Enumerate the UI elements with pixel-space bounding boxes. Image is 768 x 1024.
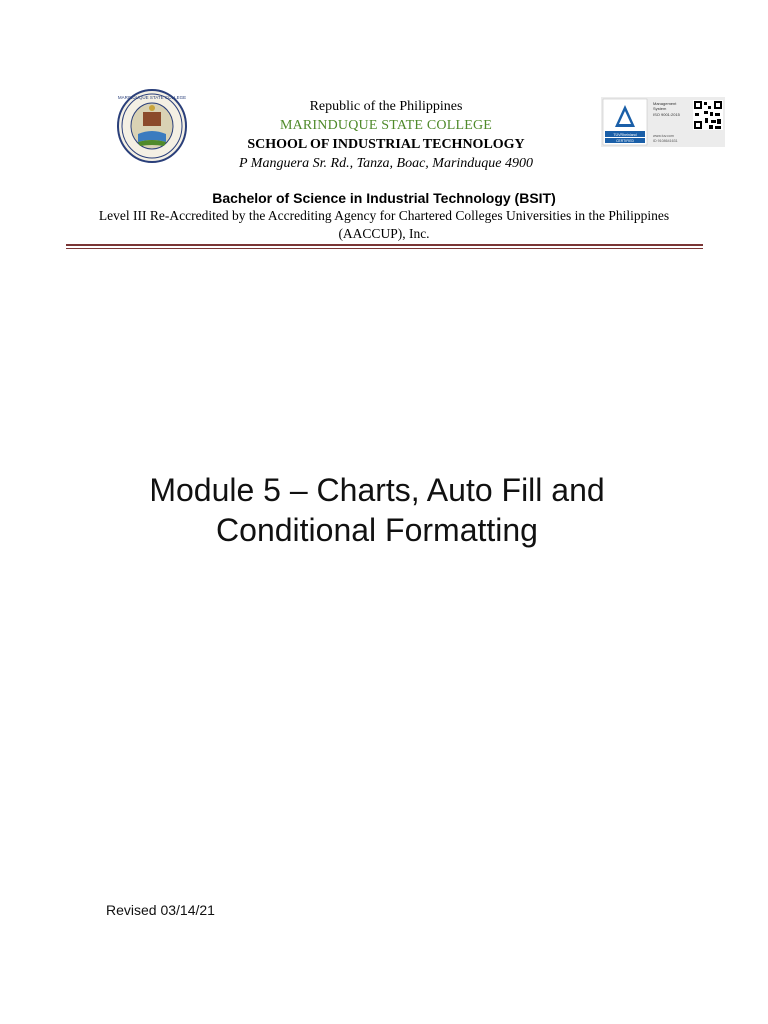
revision-date: Revised 03/14/21 [106, 902, 215, 918]
svg-text:MARINDUQUE STATE COLLEGE: MARINDUQUE STATE COLLEGE [117, 95, 187, 100]
svg-text:System: System [653, 106, 667, 111]
school-name: SCHOOL OF INDUSTRIAL TECHNOLOGY [247, 137, 525, 152]
tuv-certification-icon [601, 97, 725, 147]
qr-code-icon [693, 100, 723, 130]
svg-text:ISO 9001:2015: ISO 9001:2015 [653, 112, 680, 117]
republic-line: Republic of the Philippines [309, 99, 463, 114]
header-divider [66, 244, 703, 246]
svg-text:www.tuv.com: www.tuv.com [653, 134, 674, 138]
school-address: P Manguera Sr. Rd., Tanza, Boac, Marinduque 4900 [239, 156, 533, 171]
institution-header [186, 97, 586, 173]
accreditation-statement: Level III Re-Accredited by the Accrediting Agency for Chartered Colleges Universities in the Philippines (AACCUP), Inc. [98, 208, 670, 241]
module-title: Module 5 – Charts, Auto Fill and Conditional Formatting [149, 472, 605, 548]
svg-text:CERTIFIED: CERTIFIED [616, 139, 634, 143]
header-divider-thin [66, 248, 703, 249]
college-seal-icon [116, 88, 188, 164]
svg-text:TÜVRheinland: TÜVRheinland [613, 133, 637, 137]
svg-text:ID 9108641631: ID 9108641631 [653, 139, 678, 143]
program-name: Bachelor of Science in Industrial Technology (BSIT) [212, 190, 556, 206]
college-name: MARINDUQUE STATE COLLEGE [279, 118, 493, 133]
svg-text:Management: Management [653, 101, 677, 106]
